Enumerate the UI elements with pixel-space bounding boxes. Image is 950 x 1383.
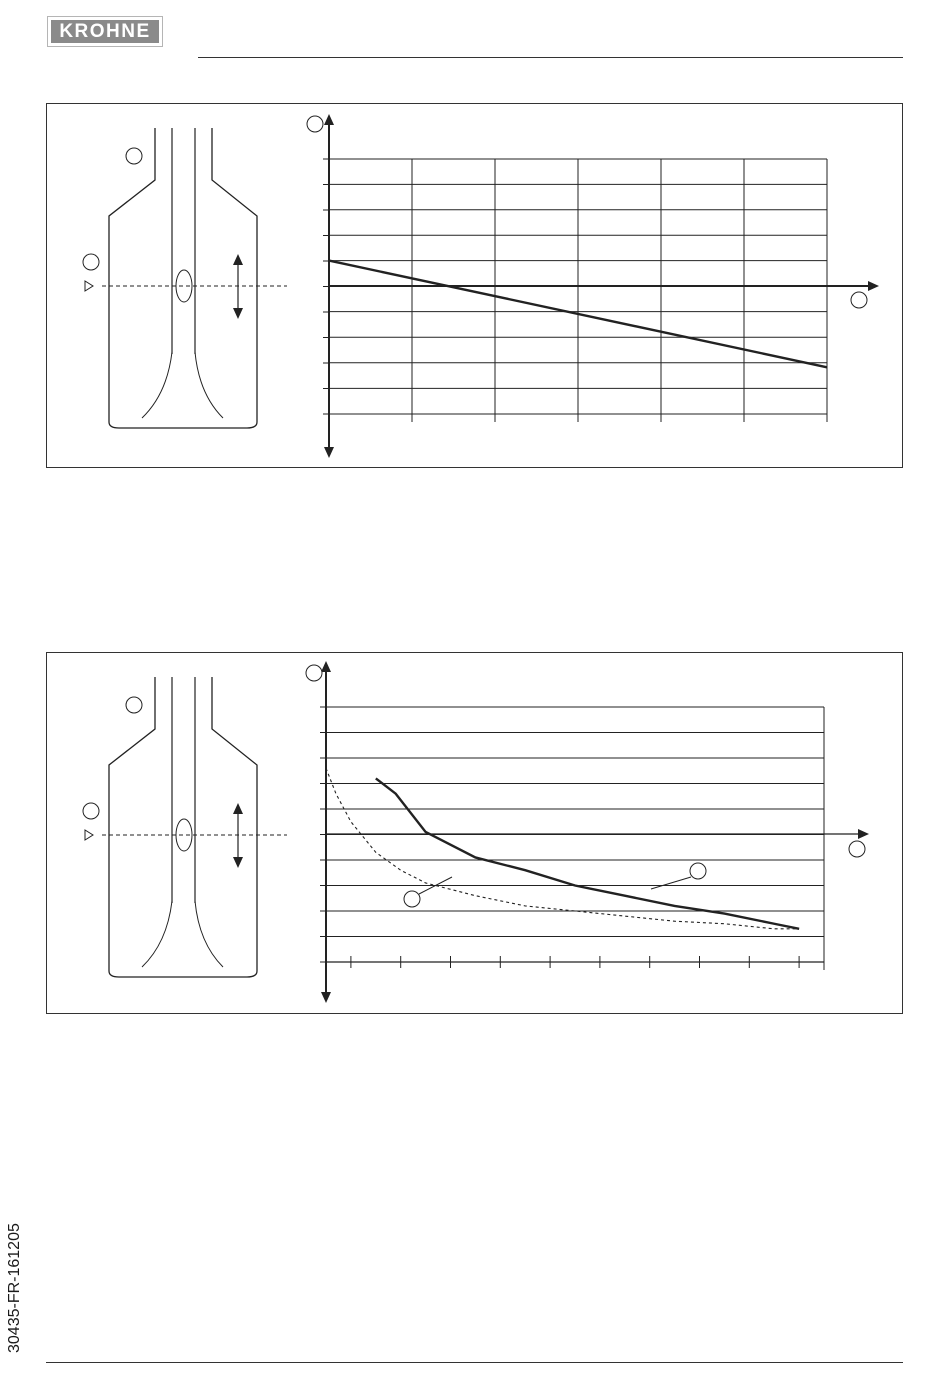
- tank-outline: [109, 128, 257, 428]
- y-axis-arrow-down-icon: [324, 447, 334, 458]
- solid-curve: [376, 778, 799, 928]
- dashed-curve: [326, 768, 799, 929]
- down-arrow-icon: [233, 308, 243, 319]
- callout-circle-tank: [126, 148, 142, 164]
- y-axis-arrow-icon: [321, 661, 331, 672]
- callout-leader-solid: [651, 877, 691, 889]
- tank-outline: [109, 677, 257, 977]
- callout-circle-y-axis: [307, 116, 323, 132]
- krohne-logo: [47, 16, 163, 47]
- up-arrow-icon: [233, 803, 243, 814]
- figure-1-drawing: [47, 104, 904, 469]
- footer-rule: [46, 1362, 903, 1363]
- down-arrow-icon: [233, 857, 243, 868]
- figure-2: [46, 652, 903, 1014]
- up-arrow-icon: [233, 254, 243, 265]
- probe-right-flare: [195, 352, 223, 418]
- callout-circle-x-axis: [849, 841, 865, 857]
- level-marker-icon: [85, 830, 93, 840]
- figure-2-drawing: [47, 653, 904, 1015]
- x-axis-arrow-icon: [868, 281, 879, 291]
- probe-left-flare: [142, 352, 172, 418]
- callout-circle-x-axis: [851, 292, 867, 308]
- callout-circle-level: [83, 803, 99, 819]
- y-axis-arrow-down-icon: [321, 992, 331, 1003]
- document-code: 30435-FR-161205: [6, 1223, 23, 1353]
- probe-right-flare: [195, 901, 223, 967]
- y-axis-arrow-icon: [324, 114, 334, 125]
- probe-left-flare: [142, 901, 172, 967]
- callout-circle-y-axis: [306, 665, 322, 681]
- callout-circle-tank: [126, 697, 142, 713]
- x-axis-arrow-icon: [858, 829, 869, 839]
- logo-text: KROHNE: [51, 20, 159, 43]
- callout-circle-solid-curve: [690, 863, 706, 879]
- callout-circle-level: [83, 254, 99, 270]
- figure-1: [46, 103, 903, 468]
- callout-circle-dashed-curve: [404, 891, 420, 907]
- level-marker-icon: [85, 281, 93, 291]
- header-rule: [198, 57, 903, 58]
